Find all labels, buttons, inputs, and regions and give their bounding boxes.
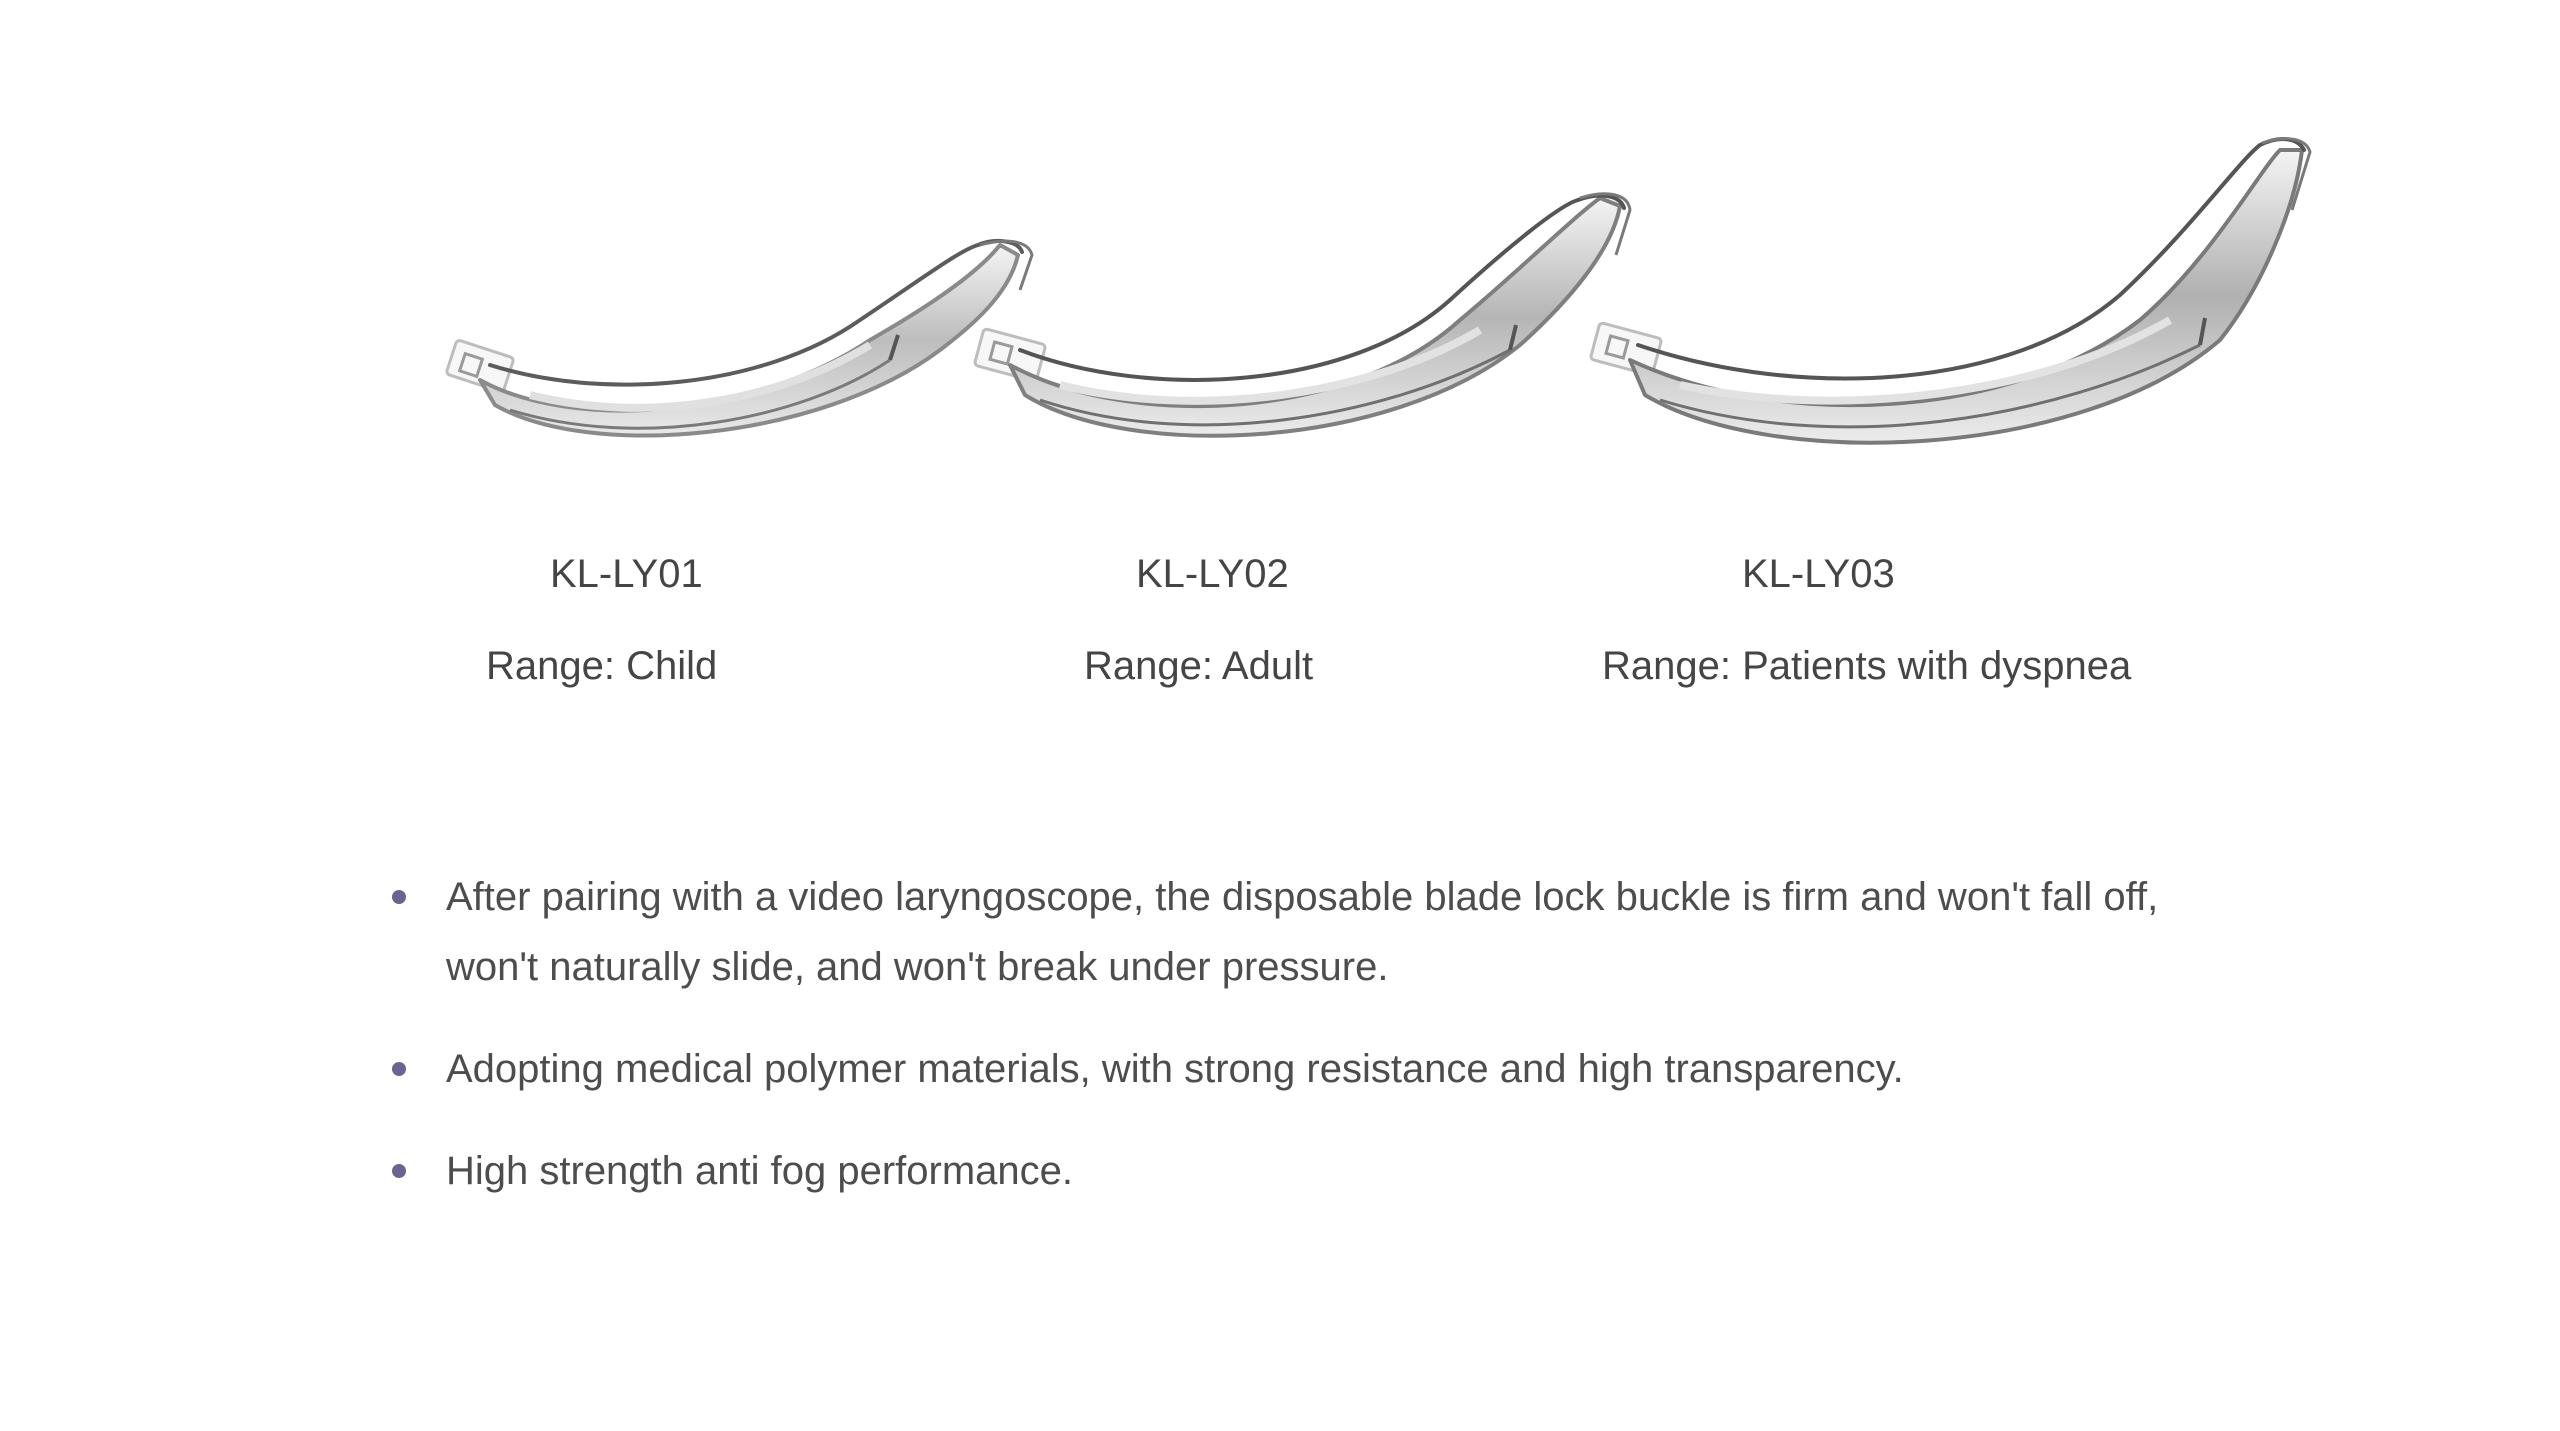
product-model-label: KL-LY01 <box>550 552 703 596</box>
bullet-dot-icon <box>392 890 406 904</box>
product-range-label: Range: Child <box>486 644 718 688</box>
product-model-label: KL-LY03 <box>1742 552 1895 596</box>
feature-item <box>384 862 2184 1002</box>
feature-list <box>384 862 2184 1238</box>
feature-text: After pairing with a video laryngoscope, the disposable blade lock buckle is firm and won't fall off, won't naturally slide, and won't break under pressure. <box>446 875 2159 989</box>
product-card-kl-ly03 <box>1580 0 2340 720</box>
product-model-label: KL-LY02 <box>1136 552 1289 596</box>
product-range-label: Range: Adult <box>1084 644 1314 688</box>
feature-item <box>384 1034 2184 1104</box>
feature-text: High strength anti fog performance. <box>446 1149 1074 1193</box>
feature-item <box>384 1136 2184 1206</box>
feature-text: Adopting medical polymer materials, with strong resistance and high transparency. <box>446 1047 1904 1091</box>
bullet-dot-icon <box>392 1062 406 1076</box>
product-range-label: Range: Patients with dyspnea <box>1602 644 2132 688</box>
bullet-dot-icon <box>392 1164 406 1178</box>
laryngoscope-blade-large-image <box>1580 0 2340 520</box>
